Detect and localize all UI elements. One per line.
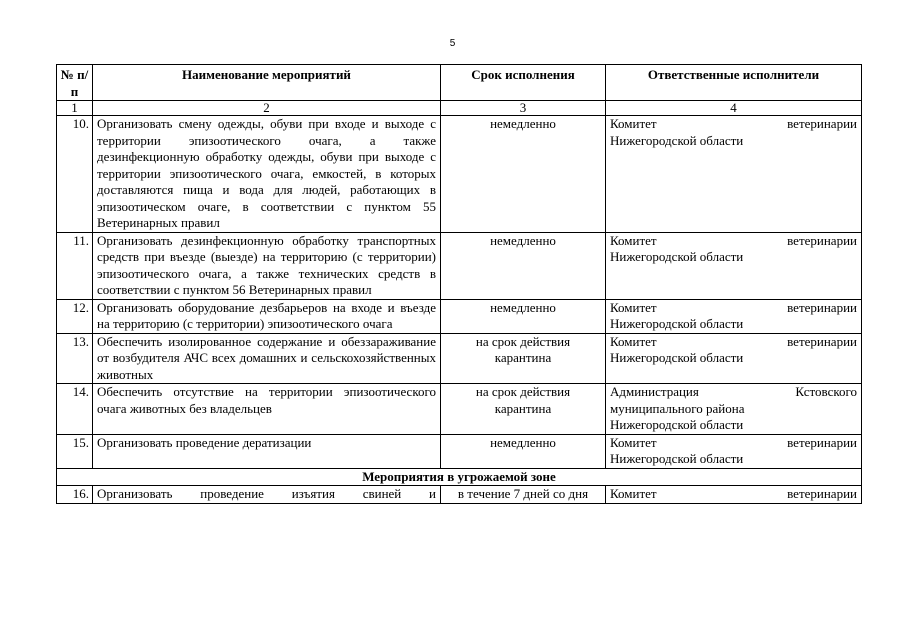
row-deadline: немедленно: [441, 299, 606, 333]
row-deadline: в течение 7 дней со дня: [441, 486, 606, 504]
row-deadline: на срок действия карантина: [441, 333, 606, 384]
row-responsible: [606, 434, 862, 468]
row-num: 12.: [57, 299, 93, 333]
responsible-line: Комитет ветеринарии: [610, 333, 857, 349]
responsible-line: Нижегородской области: [610, 316, 744, 331]
responsible-line: Нижегородской области: [610, 350, 744, 365]
row-num: 14.: [57, 384, 93, 435]
table-row: [57, 232, 862, 299]
row-responsible: [606, 232, 862, 299]
row-deadline: немедленно: [441, 232, 606, 299]
row-deadline: немедленно: [441, 434, 606, 468]
row-responsible: [606, 299, 862, 333]
row-measure: Организовать проведение изъятия свиней и: [93, 486, 441, 504]
table-header-row: [57, 65, 862, 101]
row-num: 10.: [57, 116, 93, 233]
measures-table: [56, 64, 862, 504]
row-deadline: немедленно: [441, 116, 606, 233]
responsible-line: Комитет ветеринарии: [610, 116, 857, 131]
row-measure: Организовать смену одежды, обуви при входе и выходе с территории эпизоотического очага, а также дезинфекционную обработку одежды, обуви при выходе с территории эпизоотического очага, емкостей, в которых доставляются пища и вода для людей, работающих в эпизоотическом очаге, в соответствии с пунктом 55 Ветеринарных правил: [93, 116, 441, 233]
column-number-row: [57, 101, 862, 116]
section-title: Мероприятия в угрожаемой зоне: [57, 468, 862, 486]
row-measure: Обеспечить изолированное содержание и обеззараживание от возбудителя АЧС всех домашних и сельскохозяйственных животных: [93, 333, 441, 384]
row-num: 16.: [57, 486, 93, 504]
row-responsible: [606, 384, 862, 435]
responsible-line: Комитет ветеринарии: [610, 299, 857, 315]
column-number: 4: [606, 101, 862, 116]
responsible-line: Нижегородской области: [610, 451, 744, 466]
row-measure: Обеспечить отсутствие на территории эпизоотического очага животных без владельцев: [93, 384, 441, 435]
row-responsible: [606, 116, 862, 233]
row-num: 13.: [57, 333, 93, 384]
row-measure: Организовать дезинфекционную обработку транспортных средств при въезде (выезде) на территорию (с территории) эпизоотического очага, а также технических средств в соответствии с пунктом 56 Ветеринарных правил: [93, 232, 441, 299]
row-num: 15.: [57, 434, 93, 468]
row-responsible: [606, 333, 862, 384]
responsible-line: Нижегородской области: [610, 132, 744, 148]
table-row: [57, 486, 862, 504]
column-number: 1: [57, 101, 93, 116]
column-number: 2: [93, 101, 441, 116]
table-row: [57, 333, 862, 384]
header-name: Наименование мероприятий: [93, 65, 441, 101]
column-number: 3: [441, 101, 606, 116]
row-responsible: Комитет ветеринарии: [606, 486, 862, 504]
row-measure: Организовать проведение дератизации: [93, 434, 441, 468]
section-row: [57, 468, 862, 486]
table-row: [57, 116, 862, 233]
responsible-line: Нижегородской области: [610, 417, 744, 432]
row-measure: Организовать оборудование дезбарьеров на входе и въезде на территорию (с территории) эпизоотического очага: [93, 299, 441, 333]
responsible-line: Нижегородской области: [610, 249, 744, 264]
row-num: 11.: [57, 232, 93, 299]
responsible-line: Комитет ветеринарии: [610, 232, 857, 248]
header-num: № п/п: [57, 65, 93, 101]
row-deadline: на срок действия карантина: [441, 384, 606, 435]
header-responsible: Ответственные исполнители: [606, 65, 862, 101]
responsible-line: Комитет ветеринарии: [610, 434, 857, 450]
page-number: 5: [449, 38, 456, 49]
header-deadline: Срок исполнения: [441, 65, 606, 101]
table-row: [57, 434, 862, 468]
responsible-line: Администрация Кстовского муниципального района: [610, 384, 857, 416]
table-row: [57, 299, 862, 333]
table-row: [57, 384, 862, 435]
